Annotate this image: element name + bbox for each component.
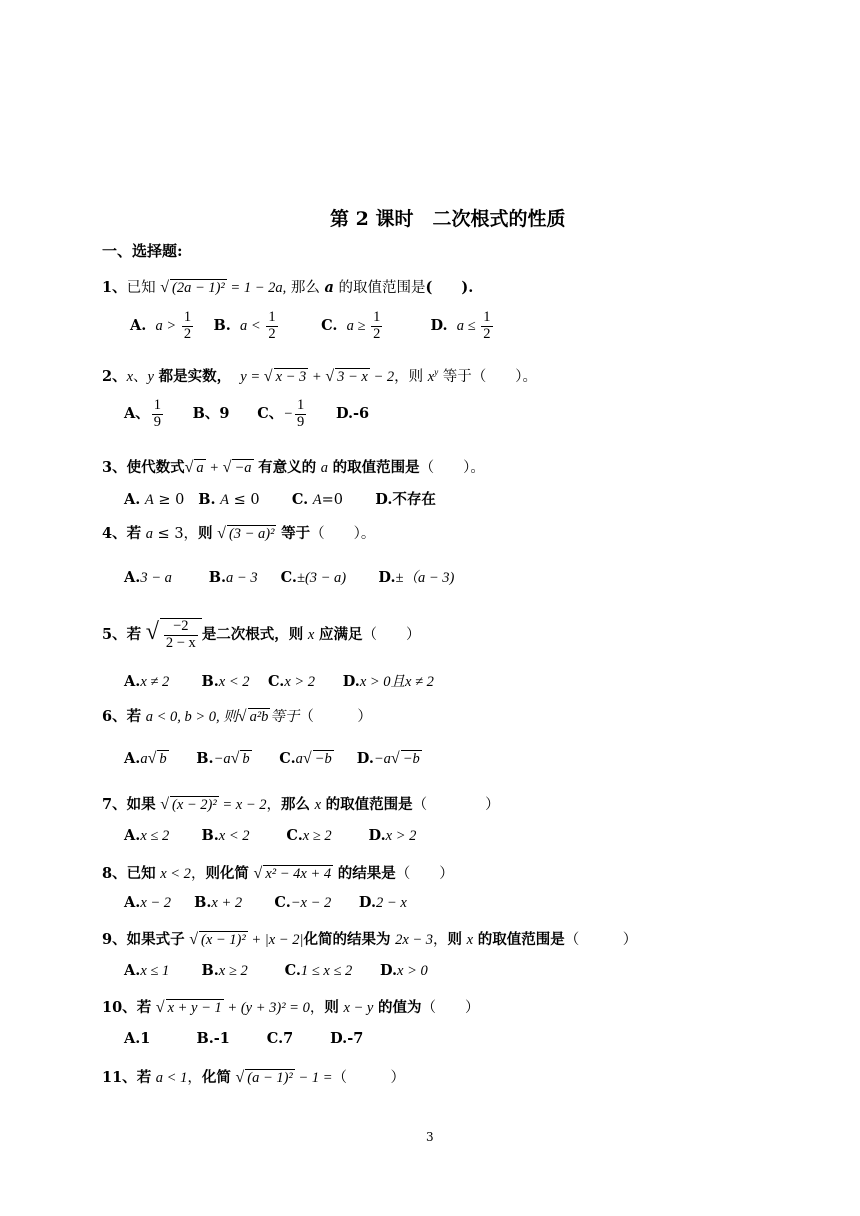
question-11: 11、若 a < 1，化简 √ (a − 1)² − 1 =（ ） (102, 1069, 405, 1086)
option-label: A. (130, 316, 147, 334)
options-4: A.3 − a B.a − 3 C.±(3 − a) D.±（a − 3) (124, 569, 455, 586)
option-label: B. (213, 316, 231, 334)
question-text-post: 那么 a 的取值范围是( ). (290, 279, 474, 296)
options-7: A.x ≤ 2 B.x < 2 C.x ≥ 2 D.x > 2 (124, 827, 417, 844)
question-8: 8、已知 x < 2，则化简 √ x² − 4x + 4 的结果是（ ） (102, 865, 454, 882)
options-2: A、 $\frac{1}{9}$ B、9 C、− $\frac{1}{9}$ D.-6 (124, 397, 370, 430)
question-3: 3、使代数式√ a + √ −a 有意义的 a 的取值范围是（ ）。 (102, 459, 485, 476)
question-10: 10、若 √ x + y − 1 + (y + 3)² = 0，则 x − y 的值为（ ） (102, 999, 480, 1016)
question-9: 9、如果式子 √ (x − 1)² + |x − 2|化简的结果为 2x − 3，则 x 的取值范围是（ ） (102, 931, 638, 948)
question-number: 1、 (102, 279, 127, 296)
options-9: A.x ≤ 1 B.x ≥ 2 C.1 ≤ x ≤ 2 D.x > 0 (124, 962, 428, 979)
question-text: 已知 (126, 280, 156, 296)
section-heading: 一、选择题: (102, 242, 183, 260)
page-title: 第 2 课时 二次根式的性质 (330, 208, 566, 230)
options-10: A.1 B.-1 C.7 D.-7 (124, 1030, 364, 1047)
options-3: A. A ≥ 0 B. A ≤ 0 C. A=0 D.不存在 (124, 491, 436, 508)
question-1 (102, 276, 473, 297)
options-6: A.a√ b B.−a√ b C.a√ −b D.−a√ −b (124, 750, 420, 767)
option-label: D. (430, 316, 448, 334)
options-1: A. a > $\frac{1}{2}$ B. a < $\frac{1}{2}$ C. a ≥ $\frac{1}{2}$ D. a ≤ $\frac{1}{2}$ (130, 309, 491, 342)
option-label: C. (321, 316, 338, 334)
options-8: A.x − 2 B.x + 2 C.−x − 2 D.2 − x (124, 894, 407, 911)
question-6: 6、若 a < 0, b > 0, 则√ a²b 等于（ ） (102, 708, 372, 725)
question-7: 7、如果 √ (x − 2)² = x − 2，那么 x 的取值范围是（ ） (102, 796, 500, 813)
options-5: A.x ≠ 2 B.x < 2 C.x > 2 D.x > 0且x ≠ 2 (124, 673, 434, 690)
page-number: 3 (426, 1130, 434, 1144)
question-5: 5、若 √ $\frac{-2}{2 - x}$ 是二次根式，则 x 应满足（ ） (102, 618, 421, 651)
question-expression: √ (2a − 1)² = 1 − 2a, (160, 279, 287, 296)
question-4: 4、若 a ≤ 3，则 √ (3 − a)² 等于（ ）。 (102, 525, 376, 542)
question-2: 2、x、y 都是实数， y = √ x − 3 + √ 3 − x − 2，则 $x^y$ 等于（ ）。 (102, 367, 538, 385)
